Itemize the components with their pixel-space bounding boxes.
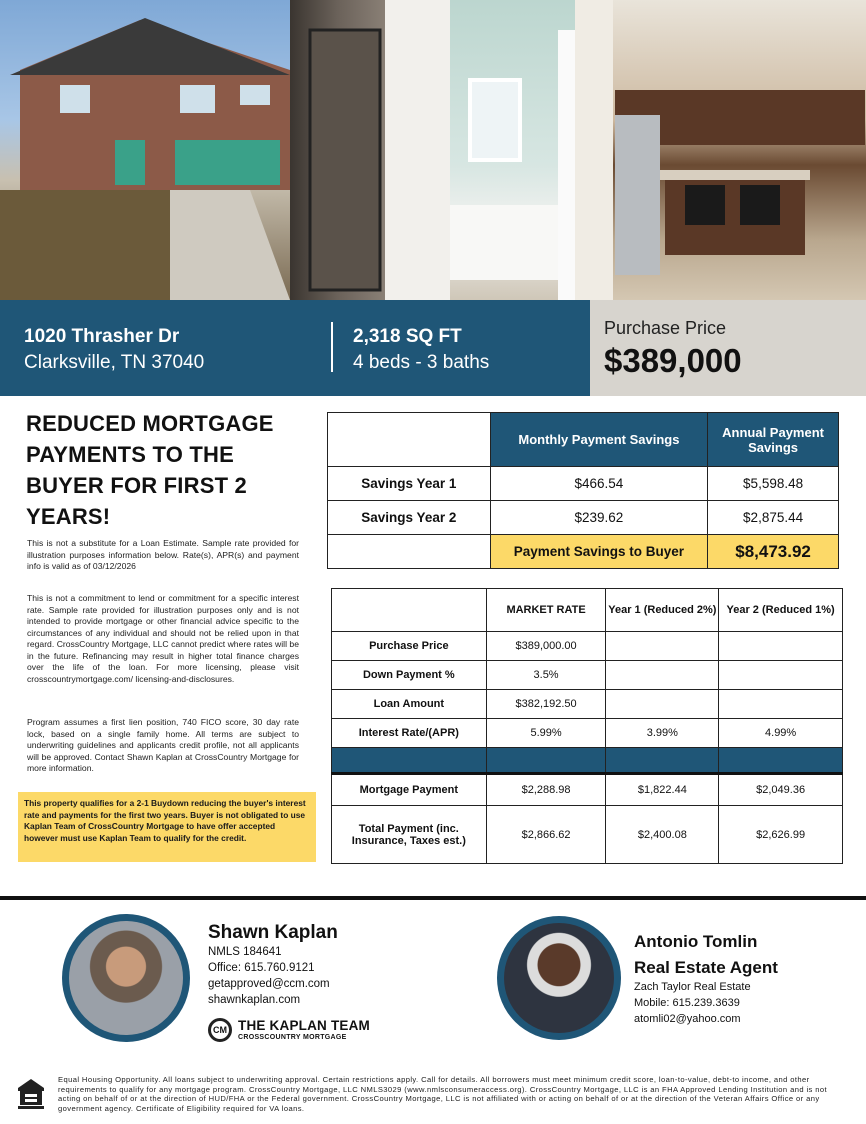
empty-cell bbox=[328, 535, 491, 569]
loan-officer-nmls: NMLS 184641 bbox=[208, 946, 282, 958]
price-value: $389,000 bbox=[604, 342, 742, 379]
house-exterior-photo bbox=[0, 0, 290, 300]
table-header-row bbox=[332, 589, 843, 632]
headline: REDUCED MORTGAGE PAYMENTS TO THE BUYER FOR FIRST 2 YEARS! bbox=[26, 411, 274, 529]
cell-market: 5.99% bbox=[486, 719, 606, 748]
row-label: Total Payment (inc. Insurance, Taxes est.) bbox=[332, 806, 487, 864]
agent-avatar bbox=[497, 916, 621, 1040]
cell-market: $2,866.62 bbox=[486, 806, 606, 864]
cell-market: 3.5% bbox=[486, 661, 606, 690]
total-savings-row bbox=[328, 535, 839, 569]
empty-cell bbox=[332, 589, 487, 632]
total-savings-label: Payment Savings to Buyer bbox=[490, 535, 708, 569]
cell-year-2: 4.99% bbox=[719, 719, 843, 748]
vertical-divider bbox=[331, 322, 333, 372]
table-row bbox=[332, 661, 843, 690]
total-savings-value: $8,473.92 bbox=[708, 535, 839, 569]
cell-year-1 bbox=[606, 632, 719, 661]
total-payment-row bbox=[332, 806, 843, 864]
cell-annual: $5,598.48 bbox=[708, 467, 839, 501]
agent-title: Real Estate Agent bbox=[634, 958, 778, 977]
band-cell bbox=[606, 748, 719, 774]
cell-monthly: $466.54 bbox=[490, 467, 708, 501]
agent-mobile: Mobile: 615.239.3639 bbox=[634, 997, 740, 1009]
cell-year-1: $1,822.44 bbox=[606, 774, 719, 806]
cell-year-1: 3.99% bbox=[606, 719, 719, 748]
cell-year-1 bbox=[606, 661, 719, 690]
loan-officer-website[interactable]: shawnkaplan.com bbox=[208, 994, 301, 1006]
row-label: Savings Year 1 bbox=[328, 467, 491, 501]
kitchen-photo bbox=[575, 0, 866, 300]
cell-market: $382,192.50 bbox=[486, 690, 606, 719]
buydown-note: This property qualifies for a 2-1 Buydown reducing the buyer's interest rate and payments for the first two years. Buyer is not obligated to use Kaplan Team of CrossCountry Mortgage to have offer accepted however must use Kaplan Team to qualify for the credit. bbox=[18, 792, 316, 862]
table-row bbox=[332, 719, 843, 748]
cell-monthly: $239.62 bbox=[490, 501, 708, 535]
row-label: Savings Year 2 bbox=[328, 501, 491, 535]
legal-disclaimer: Equal Housing Opportunity. All loans subject to underwriting approval. Certain restrictions apply. Call for details. All borrowers must meet minimum credit score, loan-to-value, debt-to income, and other requirements to qualify for any mortgage program. CrossCountry Mortgage, LLC NMLS3029 (www.nmlsconsumeraccess.org). CrossCountry Mortgage, LLC is an FHA Approved Lending Institution and is not acting on behalf of or at the direction of HUD/FHA or the Federal government. CrossCountry Mortgage, LLC is not affiliated with or acting on behalf of or at the direction of the Veteran Affairs Office or any government agency. Certificate of Eligibility required for VA loans. bbox=[58, 1075, 827, 1113]
shower-photo bbox=[290, 0, 450, 300]
address-line-1: 1020 Thrasher Dr bbox=[24, 326, 180, 347]
square-footage: 2,318 SQ FT bbox=[353, 326, 462, 347]
price-label: Purchase Price bbox=[604, 318, 727, 338]
listing-info-bar bbox=[0, 300, 866, 396]
table-row bbox=[332, 690, 843, 719]
kaplan-team-logo bbox=[208, 1016, 378, 1044]
empty-cell bbox=[328, 413, 491, 467]
col-year-1: Year 1 (Reduced 2%) bbox=[606, 589, 719, 632]
bathroom-photo bbox=[450, 0, 575, 300]
loan-officer-office: Office: 615.760.9121 bbox=[208, 962, 315, 974]
logo-mark: CM bbox=[208, 1018, 232, 1042]
cell-year-1: $2,400.08 bbox=[606, 806, 719, 864]
cell-market: $2,288.98 bbox=[486, 774, 606, 806]
agent-email[interactable]: atomli02@yahoo.com bbox=[634, 1013, 741, 1025]
agent-company: Zach Taylor Real Estate bbox=[634, 981, 751, 993]
table-header-row bbox=[328, 413, 839, 467]
col-annual-savings: Annual Payment Savings bbox=[708, 413, 839, 467]
band-cell bbox=[719, 748, 843, 774]
loan-officer-email[interactable]: getapproved@ccm.com bbox=[208, 978, 330, 990]
address-line-2: Clarksville, TN 37040 bbox=[24, 352, 205, 373]
property-photos bbox=[0, 0, 866, 300]
cell-year-1 bbox=[606, 690, 719, 719]
cell-year-2: $2,049.36 bbox=[719, 774, 843, 806]
footer-divider bbox=[0, 896, 866, 900]
logo-main-text: THE KAPLAN TEAM bbox=[238, 1018, 370, 1033]
savings-table bbox=[327, 412, 839, 569]
cell-annual: $2,875.44 bbox=[708, 501, 839, 535]
cell-year-2 bbox=[719, 690, 843, 719]
equal-housing-icon bbox=[17, 1078, 45, 1110]
band-cell bbox=[332, 748, 487, 774]
cell-year-2: $2,626.99 bbox=[719, 806, 843, 864]
row-label: Purchase Price bbox=[332, 632, 487, 661]
cell-year-2 bbox=[719, 632, 843, 661]
fine-print-commitment: This is not a commitment to lend or commitment for a specific interest rate. Sample rate provided for illustration purposes only and is not intended to provide mortgage or other financial advice specific to the circumstances of any individual and should not be relied upon in that regard. CrossCountry Mortgage, LLC cannot predict where rates will be in the future. Refinancing may result in higher total finance charges over the life of the loan. For more licensing, please visit crosscountrymortgage.com/ licensing-and-disclosures. bbox=[27, 593, 299, 684]
col-year-2: Year 2 (Reduced 1%) bbox=[719, 589, 843, 632]
fine-print-loan-estimate: This is not a substitute for a Loan Estimate. Sample rate provided for illustration purposes information below. Rate(s), APR(s) and payment info is valid as of 03/12/2026 bbox=[27, 538, 299, 571]
fine-print-program: Program assumes a first lien position, 740 FICO score, 30 day rate lock, based on a single family home. All terms are subject to underwriting guidelines and applicants credit profile, not all applicants will be approved. Contact Shawn Kaplan at CrossCountry Mortgage for more information. bbox=[27, 717, 299, 773]
listing-details-panel bbox=[0, 300, 590, 396]
table-row bbox=[332, 632, 843, 661]
cell-market: $389,000.00 bbox=[486, 632, 606, 661]
cell-year-2 bbox=[719, 661, 843, 690]
table-row bbox=[328, 501, 839, 535]
row-label: Down Payment % bbox=[332, 661, 487, 690]
beds-baths: 4 beds - 3 baths bbox=[353, 352, 490, 373]
divider-band-row bbox=[332, 748, 843, 774]
logo-sub-text: CROSSCOUNTRY MORTGAGE bbox=[238, 1034, 347, 1041]
loan-officer-avatar bbox=[62, 914, 190, 1042]
band-cell bbox=[486, 748, 606, 774]
loan-officer-name: Shawn Kaplan bbox=[208, 922, 338, 943]
mortgage-payment-row bbox=[332, 774, 843, 806]
col-market-rate: MARKET RATE bbox=[486, 589, 606, 632]
table-row bbox=[328, 467, 839, 501]
row-label: Loan Amount bbox=[332, 690, 487, 719]
rate-comparison-table bbox=[331, 588, 843, 864]
price-panel bbox=[590, 300, 866, 396]
row-label: Mortgage Payment bbox=[332, 774, 487, 806]
row-label: Interest Rate/(APR) bbox=[332, 719, 487, 748]
agent-name: Antonio Tomlin bbox=[634, 932, 758, 951]
col-monthly-savings: Monthly Payment Savings bbox=[490, 413, 708, 467]
